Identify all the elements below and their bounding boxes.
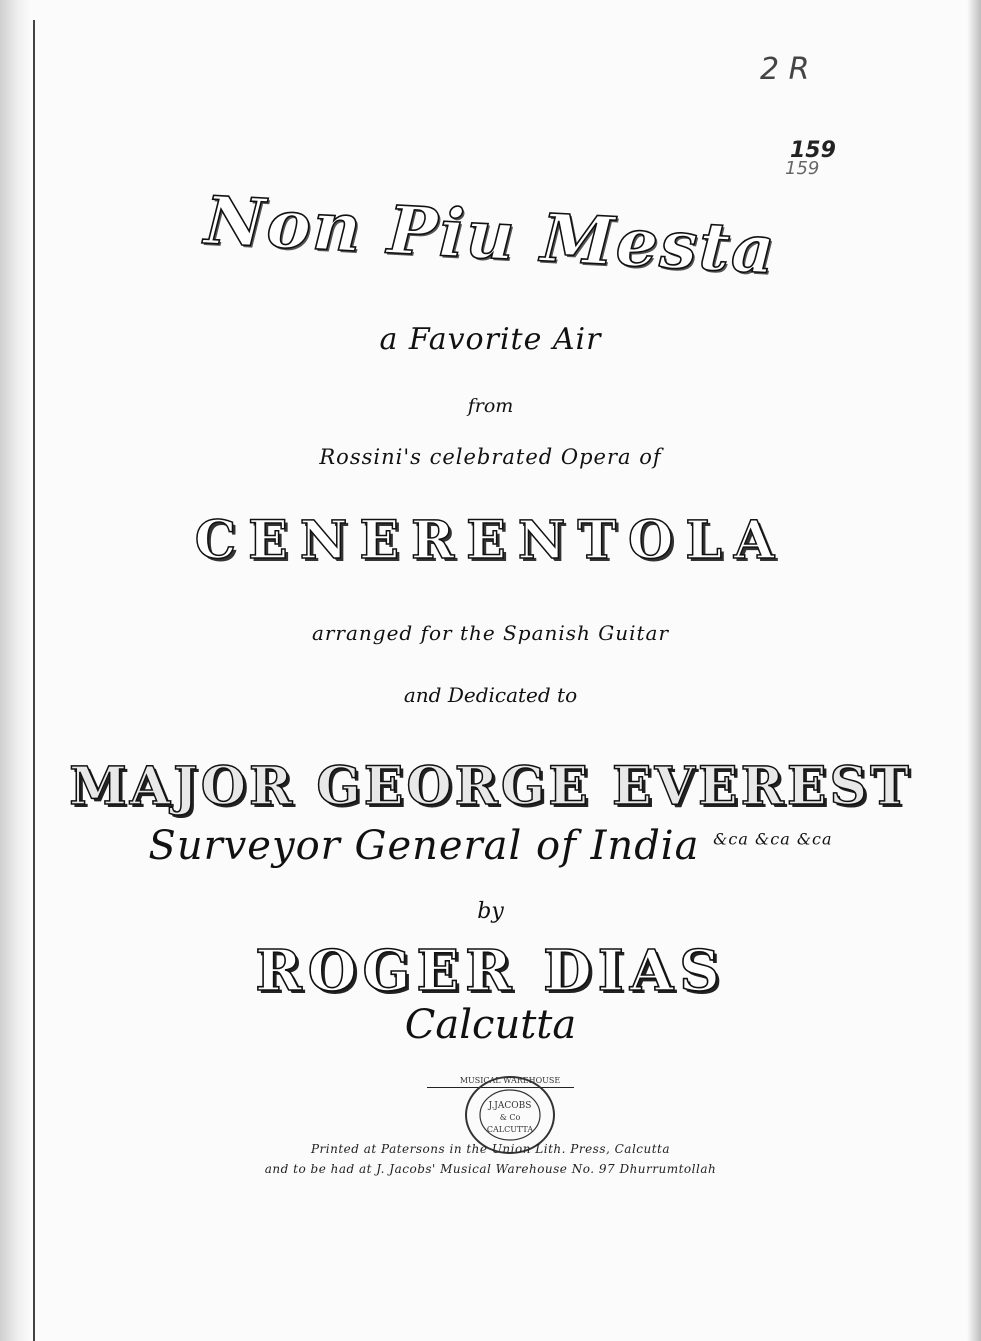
from-line: from — [467, 395, 514, 417]
stamp-line-3: CALCUTTA — [486, 1125, 534, 1134]
shelf-mark: 2 R — [760, 52, 810, 87]
composer-name: ROGER DIAS — [255, 938, 726, 1004]
page-right-edge — [967, 0, 981, 1341]
opera-title: CENERENTOLA — [194, 510, 787, 571]
by-line: by — [477, 899, 504, 924]
page-title: Non Piu Mesta — [202, 181, 779, 289]
imprint-line-2: and to be had at J. Jacobs' Musical Warehouse No. 97 Dhurrumtollah — [264, 1162, 717, 1176]
dedication-line: and Dedicated to — [403, 683, 578, 707]
catalog-number: 159 — [790, 138, 836, 163]
arrangement-line: arranged for the Spanish Guitar — [311, 621, 670, 645]
catalog-number-pencil: 159 — [785, 158, 820, 179]
dedicatee-title-text: Surveyor General of India — [148, 823, 700, 869]
stamp-outer-text: MUSICAL WAREHOUSE — [460, 1076, 560, 1085]
attribution-line: Rossini's celebrated Opera of — [319, 445, 662, 469]
stamp-line-2: & Co — [499, 1113, 521, 1122]
subtitle: a Favorite Air — [379, 322, 602, 357]
dedicatee-name: MAJOR GEORGE EVEREST — [69, 756, 912, 817]
dedicatee-title-suffix: &ca &ca &ca — [713, 829, 833, 849]
dedicatee-title — [0, 823, 981, 869]
stamp-line-1: J.JACOBS — [488, 1101, 532, 1111]
city-line: Calcutta — [404, 1002, 577, 1048]
imprint-line-1: Printed at Patersons in the Union Lith. Press, Calcutta — [310, 1142, 671, 1156]
